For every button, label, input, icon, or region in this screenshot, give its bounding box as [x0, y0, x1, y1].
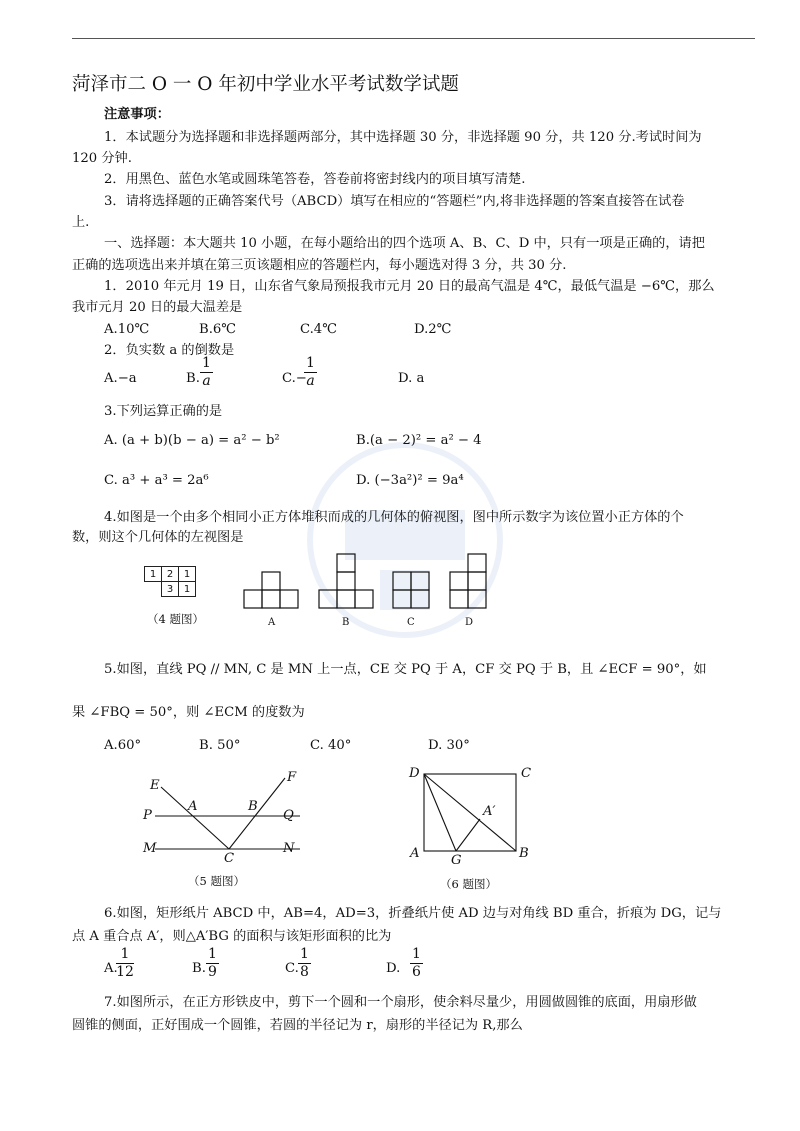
question-2-option-b-label: B. [186, 371, 200, 386]
question-2-option-c-label: C.− [282, 371, 307, 386]
view-label-b: B [342, 617, 350, 628]
figure-6-caption: （6 题图） [440, 877, 497, 891]
point-label-a: A [188, 799, 198, 814]
question-6-option-d-fraction [410, 947, 423, 980]
point-label-q: Q [283, 808, 294, 823]
question-5-stem-cont: 果 ∠FBQ = 50°，则 ∠ECM 的度数为 [72, 705, 305, 720]
denominator: a [202, 373, 211, 389]
question-5-option-b: B. 50° [199, 738, 241, 753]
question-5-stem: 5.如图，直线 PQ // MN, C 是 MN 上一点，CE 交 PQ 于 A，CF 交 PQ 于 B，且 ∠ECF = 90°，如 [104, 662, 707, 677]
question-1-option-d: D.2℃ [414, 322, 452, 337]
section-heading: 一、选择题：本大题共 10 小题，在每小题给出的四个选项 A、B、C、D 中，只有一项是正确的，请把 [104, 236, 705, 251]
grid-cell: 3 [162, 582, 179, 597]
notice-item-3-cont: 上. [72, 215, 90, 230]
denominator: a [306, 373, 315, 389]
fold-dg [424, 774, 456, 851]
view-label-c: C [407, 617, 415, 628]
segment-ga [456, 819, 480, 851]
grid-cell: 2 [162, 567, 179, 582]
line-ec [161, 787, 229, 849]
question-6-option-a-label: A. [104, 961, 118, 976]
question-6-option-b-fraction [206, 947, 219, 980]
figure-4-caption: （4 题图） [147, 612, 204, 626]
grid-cell: 1 [179, 582, 196, 597]
point-label-f: F [287, 770, 297, 785]
numerator: 1 [208, 946, 217, 962]
notice-heading: 注意事项： [104, 107, 170, 122]
view-label-a: A [268, 617, 276, 628]
question-6-option-d-label: D. [386, 961, 401, 976]
point-label-g: G [451, 853, 462, 868]
question-5-option-d: D. 30° [428, 738, 470, 753]
point-label-c: C [521, 766, 532, 781]
section-heading-cont: 正确的选项选出来并填在第三页该题相应的答题栏内，每小题选对得 3 分，共 30 分. [72, 258, 567, 273]
question-5-option-a: A.60° [104, 738, 142, 753]
point-label-b: B [248, 799, 258, 814]
point-label-a: A [410, 846, 420, 861]
numerator: 1 [412, 946, 421, 962]
question-3-option-b: B.(a − 2)² = a² − 4 [356, 433, 482, 448]
grid-cell: 1 [145, 567, 162, 582]
question-1-option-a: A.10℃ [104, 322, 150, 337]
question-3-option-d: D. (−3a²)² = 9a⁴ [356, 473, 464, 488]
question-6-stem-cont: 点 A 重合点 A′，则△A′BG 的面积与该矩形面积的比为 [72, 929, 392, 944]
question-3-option-c: C. a³ + a³ = 2a⁶ [104, 473, 209, 488]
page-title: 菏泽市二 O 一 O 年初中学业水平考试数学试题 [72, 74, 459, 95]
grid-cell: 1 [179, 567, 196, 582]
question-6-option-a-fraction [116, 947, 134, 980]
question-5-option-c: C. 40° [310, 738, 352, 753]
point-label-n: N [283, 841, 295, 856]
question-2-option-a: A.−a [104, 371, 137, 386]
figure-6 [424, 774, 516, 851]
question-4-stem: 4.如图是一个由多个相同小正方体堆积而成的几何体的俯视图，图中所示数字为该位置小正方体的个 [104, 510, 684, 525]
notice-item-1: 1．本试题分为选择题和非选择题两部分，其中选择题 30 分，非选择题 90 分，共 120 分.考试时间为 [104, 130, 702, 145]
question-1-option-c: C.4℃ [300, 322, 337, 337]
point-label-p: P [143, 808, 152, 823]
point-label-b: B [519, 846, 529, 861]
figure-5-caption: （5 题图） [188, 874, 245, 888]
question-3-stem: 3.下列运算正确的是 [104, 404, 223, 419]
notice-item-3: 3．请将选择题的正确答案代号（ABCD）填写在相应的“答题栏”内,将非选择题的答案直接答在试卷 [104, 194, 685, 209]
point-label-a-prime: A′ [483, 804, 496, 819]
question-7-stem: 7.如图所示，在正方形铁皮中，剪下一个圆和一个扇形，使余料尽量少，用圆做圆锥的底面，用扇形做 [104, 995, 697, 1010]
question-6-option-b-label: B. [192, 961, 206, 976]
point-label-d: D [409, 766, 420, 781]
notice-item-1-cont: 120 分钟. [72, 151, 132, 166]
view-label-d: D [465, 617, 474, 628]
question-2-stem: 2．负实数 a 的倒数是 [104, 343, 235, 358]
question-1-stem-cont: 我市元月 20 日的最大温差是 [72, 300, 243, 315]
denominator: 9 [208, 964, 217, 980]
numerator: 1 [300, 946, 309, 962]
numerator: 1 [306, 355, 315, 371]
numerator: 1 [202, 355, 211, 371]
question-4-stem-cont: 数，则这个几何体的左视图是 [72, 530, 244, 545]
question-2-option-d: D. a [398, 371, 425, 386]
denominator: 12 [116, 964, 134, 980]
question-6-option-c-label: C. [285, 961, 299, 976]
figure-5 [155, 778, 300, 849]
diagonal-db [424, 774, 516, 851]
notice-item-2: 2．用黑色、蓝色水笔或圆珠笔答卷，答卷前将密封线内的项目填写清楚. [104, 172, 526, 187]
point-label-c: C [224, 851, 235, 866]
denominator: 6 [412, 964, 421, 980]
question-6-stem: 6.如图，矩形纸片 ABCD 中，AB=4，AD=3，折叠纸片使 AD 边与对角线 BD 重合，折痕为 DG，记与 [104, 906, 722, 921]
question-3-option-a: A. (a + b)(b − a) = a² − b² [104, 433, 280, 448]
question-7-stem-cont: 圆锥的侧面，正好围成一个圆锥，若圆的半径记为 r，扇形的半径记为 R,那么 [72, 1018, 523, 1033]
numerator: 1 [120, 946, 130, 962]
question-1-option-b: B.6℃ [199, 322, 237, 337]
point-label-e: E [150, 778, 160, 793]
point-label-m: M [143, 841, 157, 856]
denominator: 8 [300, 964, 309, 980]
question-6-option-c-fraction [298, 947, 311, 980]
question-1-stem: 1．2010 年元月 19 日，山东省气象局预报我市元月 20 日的最高气温是 4℃，最低气温是 −6℃，那么 [104, 279, 715, 294]
